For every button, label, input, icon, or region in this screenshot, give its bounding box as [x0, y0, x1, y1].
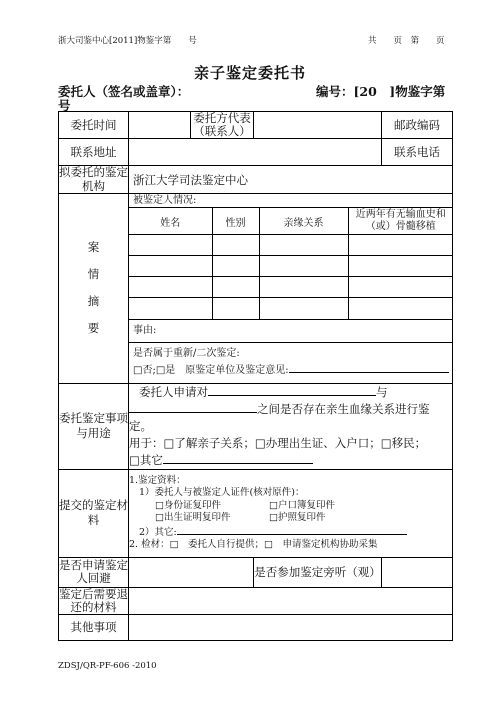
- case-number-label: 编号：[20 ]物鉴字第: [316, 84, 446, 99]
- case-summary-label: [59, 193, 129, 383]
- client-rep-label: 委托方代表（联系人）: [191, 112, 254, 139]
- case-label-char: 摘: [87, 294, 100, 309]
- subject-row: [129, 277, 453, 298]
- other-matters-label: 其他事项: [59, 615, 129, 641]
- return-materials-label: 鉴定后需要退还的材料: [59, 586, 128, 615]
- attend-field[interactable]: [382, 557, 453, 587]
- case-summary-area: [129, 193, 453, 383]
- subject-relation-header: 亲缘关系: [259, 208, 348, 235]
- purpose-options[interactable]: 用于：□了解亲子关系；□办理出生证、入户口；□移民；: [129, 435, 427, 450]
- purpose-other-blank[interactable]: [163, 463, 313, 464]
- doc-birth-copy[interactable]: □出生证明复印件: [155, 512, 231, 524]
- proposed-org-value: 浙江大学司法鉴定中心: [129, 166, 453, 193]
- phone-label: 联系电话: [382, 139, 453, 166]
- doc-id-copy[interactable]: □身份证复印件: [155, 499, 221, 511]
- commission-time-label: 委托时间: [59, 112, 129, 139]
- commission-time-field[interactable]: [129, 112, 191, 139]
- recusal-field[interactable]: [129, 557, 254, 587]
- client-rep-field[interactable]: [254, 112, 382, 139]
- matters-label: 委托鉴定事项与用途: [59, 383, 129, 469]
- postal-code-label: 邮政编码: [382, 112, 453, 139]
- subject-sex-header: 性别: [212, 208, 259, 235]
- subject-row: [129, 298, 453, 319]
- subject-name-header: 姓名: [129, 208, 212, 235]
- materials-id-docs: 1）委托人与被鉴定人证件(核对原件)：: [139, 487, 305, 499]
- sample-source-options[interactable]: 2. 检材：□ 委托人自行提供；□ 申请鉴定机构协助采集: [129, 539, 378, 551]
- party-b-blank[interactable]: [129, 412, 257, 413]
- doc-passport-copy[interactable]: □护照复印件: [269, 512, 326, 524]
- other-matters-field[interactable]: [129, 615, 453, 641]
- materials-area: [129, 469, 453, 557]
- case-number-suffix: 号: [58, 98, 71, 113]
- address-label: 联系地址: [59, 139, 129, 166]
- subject-row: [129, 235, 453, 256]
- form-code: ZDSJ/QR-PF-606 -2010: [58, 661, 157, 671]
- party-a-blank[interactable]: [208, 395, 376, 396]
- document-title: 亲子鉴定委托书: [193, 64, 306, 82]
- page-count: 共 页 第 页: [368, 36, 445, 46]
- purpose-other[interactable]: □其它: [129, 452, 163, 467]
- recusal-label: 是否申请鉴定人回避: [59, 558, 128, 586]
- subject-row: [129, 256, 453, 277]
- client-signature-label: 委托人（签名或盖章）：: [58, 84, 190, 99]
- matters-line-1b: 与: [376, 384, 388, 399]
- case-label-char: 案: [87, 240, 100, 255]
- doc-household-copy[interactable]: □户口簿复印件: [269, 499, 335, 511]
- commission-form: [58, 111, 453, 641]
- address-field[interactable]: [129, 139, 382, 166]
- prior-opinion-blank[interactable]: [289, 372, 449, 373]
- matters-area: [129, 383, 453, 469]
- matters-line-1a: 委托人申请对: [139, 384, 208, 399]
- materials-label: 提交的鉴定材料: [59, 469, 129, 557]
- subjects-table: [129, 208, 453, 319]
- return-materials-field[interactable]: [129, 587, 453, 614]
- case-label-char: 要: [87, 321, 100, 336]
- reason-label: 事由:: [129, 319, 452, 343]
- attend-label: 是否参加鉴定旁听（观）: [254, 557, 382, 587]
- proposed-org-label: 拟委托的鉴定机构: [59, 165, 128, 193]
- materials-other-blank[interactable]: [177, 534, 407, 535]
- materials-other: 2）其它:: [139, 526, 177, 538]
- matters-line-2: 之间是否存在亲生血缘关系进行鉴定。: [129, 401, 430, 433]
- subject-transfusion-header: 近两年有无输血史和（或）骨髓移植: [348, 208, 453, 235]
- reappraisal-question: 是否属于重新/二次鉴定:: [133, 347, 240, 359]
- document-reference: 浙大司鉴中心[2011]物鉴字第 号: [58, 36, 197, 46]
- subjects-caption: 被鉴定人情况:: [129, 194, 452, 208]
- materials-heading: 1.鉴定资料：: [129, 474, 186, 486]
- reappraisal-options[interactable]: □否;□是 原鉴定单位及鉴定意见:: [133, 364, 289, 376]
- case-label-char: 情: [87, 267, 100, 282]
